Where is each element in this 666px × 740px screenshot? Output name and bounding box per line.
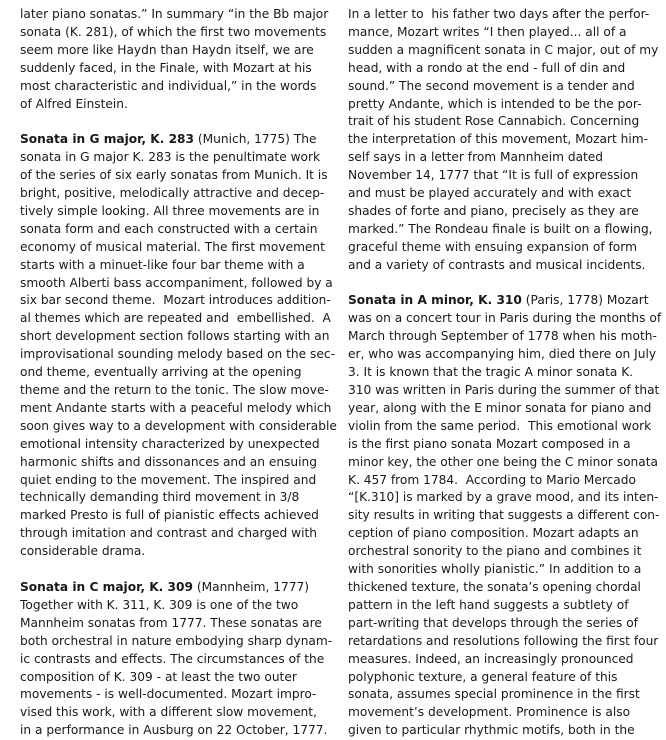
text-line: quiet ending to the movement. The inspired and	[20, 472, 317, 487]
text-line: violin from the same period. This emotional work	[348, 418, 652, 433]
text-line: considerable drama.	[20, 544, 146, 559]
text-line: was on a concert tour in Paris during the months of	[348, 311, 662, 326]
text-line: economy of musical material. The first movement	[20, 239, 325, 254]
text-line: 310 was written in Paris during the summer of that	[348, 383, 660, 398]
text-line: of Alfred Einstein.	[20, 96, 128, 111]
text-line: thickened texture, the sonata’s opening chordal	[348, 579, 641, 594]
paragraph-first-line	[20, 131, 324, 149]
text-line: most characteristic and individual,” in the words	[20, 78, 317, 93]
text-line: with sonorities wholly pianistic.” In addition to a	[348, 562, 642, 577]
text-line: graceful theme with ensuing expansion of form	[348, 239, 637, 254]
text-line: is the first piano sonata Mozart composed in a	[348, 436, 631, 451]
intro-paragraph	[20, 6, 329, 113]
paragraph-first-line	[348, 292, 652, 310]
text-line: March through September of 1778 when his moth-	[348, 329, 657, 344]
text-line: pattern in the left hand suggests a subtlety of	[348, 597, 629, 612]
text-line: part-writing that develops through the series of	[348, 615, 638, 630]
text-line: starts with a minuet-like four bar theme with a	[20, 257, 305, 272]
text-line: movements - is well-documented. Mozart impro-	[20, 687, 317, 702]
text-line: pretty Andante, which is intended to be the por-	[348, 96, 642, 111]
text-line: through imitation and contrast and charged with	[20, 526, 318, 541]
text-line: sonata form and each constructed with a certain	[20, 221, 318, 236]
text-line: self says in a letter from Mannheim dated	[348, 150, 604, 165]
right-column	[348, 6, 662, 740]
text-line: composition of K. 309 - at least the two outer	[20, 669, 297, 684]
section-heading-k309: Sonata in C major, K. 309	[20, 579, 193, 594]
left-column	[20, 6, 337, 740]
text-line: seem more like Haydn than Haydn itself, we are	[20, 42, 314, 57]
text-line: bright, positive, melodically attractive and decep-	[20, 186, 325, 201]
k310-paragraph	[348, 292, 662, 740]
paragraph-gap	[20, 561, 324, 579]
text-line: head, with a rondo at the end - full of din and	[348, 60, 626, 75]
text-line: technically demanding third movement in 3/8	[20, 490, 300, 505]
text-line: orchestral sonority to the piano and combines it	[348, 544, 642, 559]
text-fragment: (Munich, 1775) The	[194, 132, 317, 147]
k309-continuation-paragraph	[348, 6, 659, 275]
text-line: “[K.310] is marked by a grave mood, and its inten-	[348, 490, 659, 505]
text-line: sonata, assumes special prominence in the first	[348, 687, 640, 702]
text-line: sonata (K. 281), of which the first two movements	[20, 24, 327, 39]
text-line: of the series of six early sonatas from Munich. It is	[20, 168, 328, 183]
text-line: movement’s development. Prominence is also	[348, 705, 631, 720]
text-line: ic contrasts and effects. The circumstances of the	[20, 651, 325, 666]
text-line: given to particular rhythmic motifs, both in the	[348, 723, 635, 738]
text-line: Mannheim sonatas from 1777. These sonatas are	[20, 615, 322, 630]
text-line: marked Presto is full of pianistic effects achieved	[20, 508, 319, 523]
text-fragment: (Paris, 1778) Mozart	[521, 293, 649, 308]
text-line: theme and the return to the tonic. The slow move-	[20, 383, 329, 398]
text-line: harmonic shifts and dissonances and an ensuing	[20, 454, 317, 469]
text-fragment: (Mannheim, 1777)	[192, 579, 310, 594]
text-line: suddenly faced, in the Finale, with Mozart at his	[20, 60, 312, 75]
k309-paragraph	[20, 579, 333, 740]
text-line: year, along with the E minor sonata for piano and	[348, 400, 652, 415]
text-line: sudden a magnificent sonata in C major, out of my	[348, 42, 659, 57]
text-line: smooth Alberti bass accompaniment, followed by a	[20, 275, 333, 290]
text-line: and a variety of contrasts and musical incidents.	[348, 257, 646, 272]
text-line: shades of forte and piano, precisely as they are	[348, 203, 639, 218]
paragraph-gap	[348, 275, 652, 293]
paragraph-gap	[20, 113, 324, 131]
text-line: sity results in writing that suggests a different con-	[348, 508, 660, 523]
text-line: both orchestral in nature embodying sharp dynam-	[20, 633, 333, 648]
text-line: the interpretation of this movement, Mozart him-	[348, 132, 648, 147]
text-line: soon gives way to a development with considerable	[20, 418, 337, 433]
paragraph-first-line	[20, 579, 324, 597]
text-line: ond theme, eventually arriving at the opening	[20, 365, 302, 380]
text-line: measures. Indeed, an increasingly pronounced	[348, 651, 634, 666]
text-line: marked.” The Rondeau finale is built on a flowing,	[348, 221, 653, 236]
text-line: al themes which are repeated and embellished. A	[20, 311, 331, 326]
text-line: retardations and resolutions following the first four	[348, 633, 659, 648]
text-line: mance, Mozart writes “I then played... all of a	[348, 24, 627, 39]
section-heading-k310: Sonata in A minor, K. 310	[348, 293, 522, 308]
text-line: minor key, the other one being the C minor sonata	[348, 454, 658, 469]
text-line: ment Andante starts with a peaceful melody which	[20, 400, 332, 415]
text-line: ception of piano composition. Mozart adapts an	[348, 526, 639, 541]
section-heading-k283: Sonata in G major, K. 283	[20, 132, 195, 147]
text-line: November 14, 1777 that “It is full of expression	[348, 168, 639, 183]
text-line: six bar second theme. Mozart introduces addition-	[20, 293, 331, 308]
text-line: K. 457 from 1784. According to Mario Mercado	[348, 472, 636, 487]
text-line: 3. It is known that the tragic A minor sonata K.	[348, 365, 634, 380]
text-line: Together with K. 311, K. 309 is one of the two	[20, 597, 299, 612]
text-line: later piano sonatas.” In summary “in the Bb major	[20, 7, 329, 21]
text-line: er, who was accompanying him, died there on July	[348, 347, 657, 362]
text-line: In a letter to his father two days after the perfor-	[348, 7, 650, 21]
text-line: tively simple looking. All three movements are in	[20, 203, 320, 218]
text-line: short development section follows starting with an	[20, 329, 330, 344]
text-line: sonata in G major K. 283 is the penultimate work	[20, 150, 321, 165]
text-line: vised this work, with a different slow movement,	[20, 705, 317, 720]
text-line: and must be played accurately and with exact	[348, 186, 632, 201]
text-line: trait of his student Rose Cannabich. Concerning	[348, 114, 640, 129]
text-line: sound.” The second movement is a tender and	[348, 78, 635, 93]
text-line: polyphonic texture, a general feature of this	[348, 669, 618, 684]
k283-paragraph	[20, 131, 337, 561]
text-line: emotional intensity characterized by unexpected	[20, 436, 320, 451]
text-line: in a performance in Ausburg on 22 October, 1777.	[20, 723, 328, 738]
text-line: improvisational sounding melody based on the sec-	[20, 347, 335, 362]
